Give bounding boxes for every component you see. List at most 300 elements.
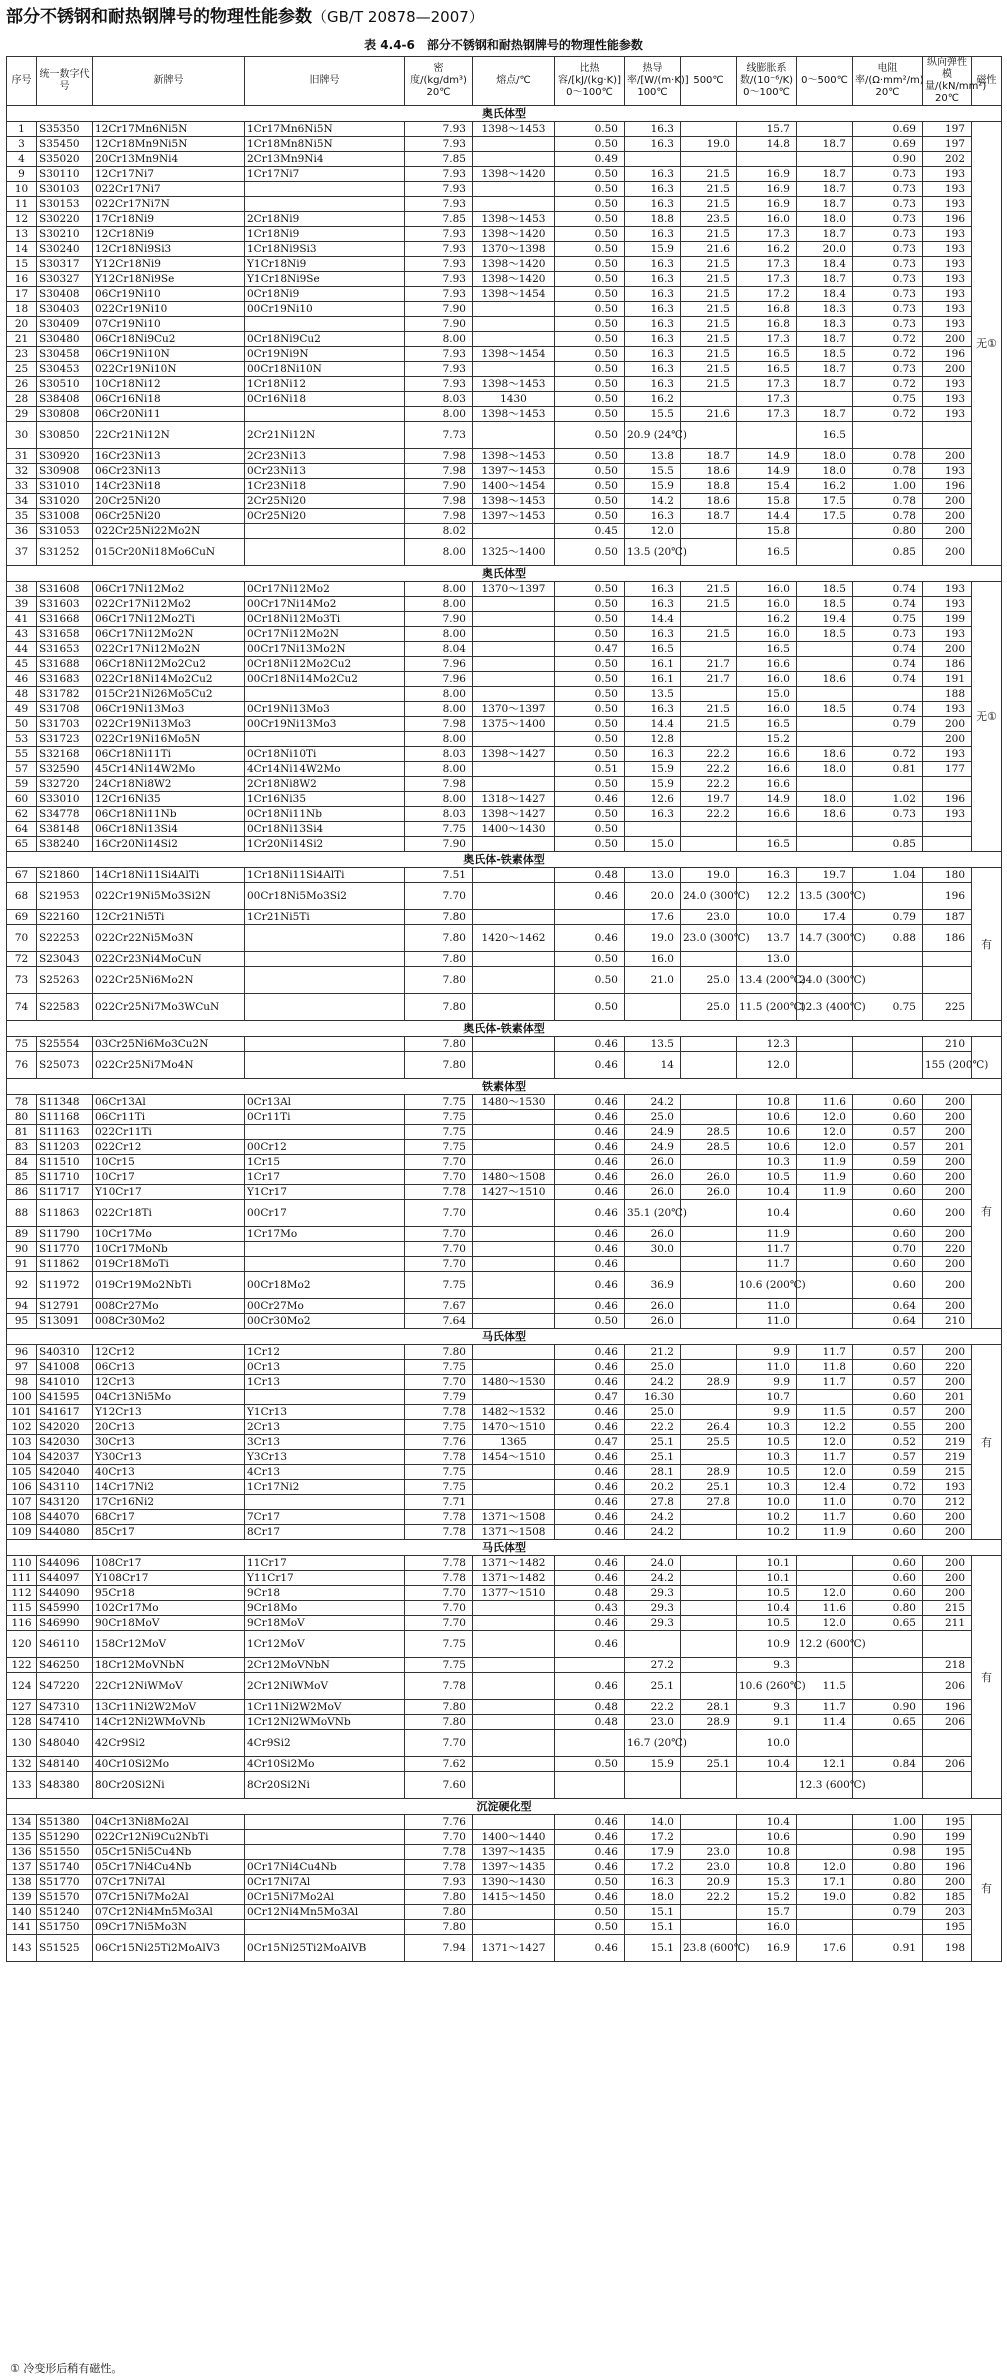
table-cell: S30908 [37,464,93,479]
table-cell [473,1757,555,1772]
table-cell: Y1Cr18Ni9Se [245,272,405,287]
table-cell: 18.6 [681,494,737,509]
table-cell: 1427～1510 [473,1185,555,1200]
table-cell: 28.1 [625,1465,681,1480]
table-cell [681,1658,737,1673]
table-cell: 16.3 [625,182,681,197]
table-cell: 0.85 [853,539,923,566]
table-cell: 1Cr17Ni2 [245,1480,405,1495]
table-cell: 0.72 [853,377,923,392]
table-cell: 200 [923,1375,972,1390]
table-cell: 7.93 [405,122,473,137]
table-cell: 0.73 [853,287,923,302]
table-cell: 10.3 [737,1420,797,1435]
table-cell: 0.50 [555,687,625,702]
table-cell: 7.75 [405,1125,473,1140]
table-cell: 28.1 [681,1700,737,1715]
table-cell: 022Cr19Ni10N [93,362,245,377]
table-cell: 00Cr30Mo2 [245,1314,405,1329]
table-cell: 90 [7,1242,37,1257]
table-cell: 7.80 [405,1700,473,1715]
table-cell: 00Cr17Ni14Mo2 [245,597,405,612]
table-row [7,1845,1002,1860]
table-cell: 7.93 [405,362,473,377]
table-cell: 12.0 [797,1125,853,1140]
table-cell [473,642,555,657]
table-cell [245,407,405,422]
table-row [7,347,1002,362]
table-cell [245,182,405,197]
table-cell: 24.9 [625,1140,681,1155]
table-cell: 022Cr25Ni7Mo3WCuN [93,994,245,1021]
table-cell: 27.8 [681,1495,737,1510]
table-cell: 8.00 [405,792,473,807]
table-cell: 06Cr19Ni13Mo3 [93,702,245,717]
table-cell: 16.1 [625,657,681,672]
table-cell: 16.6 [737,777,797,792]
table-cell: 75 [7,1037,37,1052]
table-cell: 21.5 [681,167,737,182]
table-cell: 20Cr13 [93,1420,245,1435]
table-cell [797,1052,853,1079]
table-cell [923,1631,972,1658]
table-cell: 06Cr23Ni13 [93,464,245,479]
table-row [7,479,1002,494]
table-cell: 16.6 [737,657,797,672]
table-cell: 7.70 [405,1227,473,1242]
column-header: 旧牌号 [245,57,405,106]
table-cell: 200 [923,1200,972,1227]
table-cell: 193 [923,747,972,762]
table-cell: 1370～1397 [473,582,555,597]
table-cell [853,1920,923,1935]
table-cell: S11510 [37,1155,93,1170]
table-cell: S44097 [37,1571,93,1586]
table-cell: 22.2 [681,747,737,762]
table-cell: 0.46 [555,1860,625,1875]
magnetism-cell: 有 [972,1815,1002,1962]
table-cell: 26.0 [625,1299,681,1314]
table-cell: 8.03 [405,807,473,822]
table-cell [245,1495,405,1510]
table-cell: 7.78 [405,1450,473,1465]
table-cell: 1415～1450 [473,1890,555,1905]
table-cell: S51570 [37,1890,93,1905]
table-cell: 17 [7,287,37,302]
page-title-text: 部分不锈钢和耐热钢牌号的物理性能参数 [6,7,312,27]
table-row [7,1815,1002,1830]
table-row [7,1360,1002,1375]
table-cell [797,952,853,967]
table-cell: 15.2 [737,1890,797,1905]
table-cell: 18.6 [797,747,853,762]
table-cell: 1398～1454 [473,287,555,302]
table-cell: 23.5 [681,212,737,227]
table-cell: 43 [7,627,37,642]
table-cell: S35020 [37,152,93,167]
table-cell: 1Cr21Ni5Ti [245,910,405,925]
table-cell: 1397～1435 [473,1845,555,1860]
table-cell: 22.2 [625,1700,681,1715]
table-cell: 41 [7,612,37,627]
table-cell: 0.80 [853,1875,923,1890]
table-cell: 0.46 [555,1495,625,1510]
table-cell: 24.2 [625,1571,681,1586]
table-cell: 10Cr15 [93,1155,245,1170]
table-cell: S44080 [37,1525,93,1540]
table-cell [473,1227,555,1242]
table-cell: 1430 [473,392,555,407]
table-cell [853,687,923,702]
table-cell: 16.3 [625,137,681,152]
table-cell: 7.78 [405,1405,473,1420]
table-cell: 16.3 [625,597,681,612]
table-cell [625,1257,681,1272]
table-cell: 008Cr30Mo2 [93,1314,245,1329]
table-cell: 18.7 [797,137,853,152]
table-cell: 1Cr13 [245,1375,405,1390]
table-cell [797,777,853,792]
table-row [7,1757,1002,1772]
table-cell: 0.60 [853,1525,923,1540]
table-cell: S42040 [37,1465,93,1480]
table-row [7,122,1002,137]
table-cell: 12.2 [737,883,797,910]
table-header [7,57,1002,106]
table-cell: 8Cr20Si2Ni [245,1772,405,1799]
table-cell: 06Cr13 [93,1360,245,1375]
table-row [7,1586,1002,1601]
table-cell: 14Cr23Ni18 [93,479,245,494]
table-cell: 008Cr27Mo [93,1299,245,1314]
table-cell: S43110 [37,1480,93,1495]
table-cell: 40Cr10Si2Mo [93,1757,245,1772]
table-cell [473,910,555,925]
table-cell: 18.6 [797,672,853,687]
table-cell: 9.9 [737,1345,797,1360]
table-row [7,822,1002,837]
column-header: 500℃ [681,57,737,106]
magnetism-cell [972,1037,1002,1079]
table-cell: 206 [923,1757,972,1772]
table-cell: 12 [7,212,37,227]
table-cell: 1.02 [853,792,923,807]
table-cell: 36.9 [625,1272,681,1299]
table-cell: 1Cr11Ni2W2MoV [245,1700,405,1715]
table-cell: 17.6 [797,1935,853,1962]
table-cell: 19.0 [681,137,737,152]
table-cell: S35350 [37,122,93,137]
table-cell: 11.5 [797,1673,853,1700]
table-cell: 2Cr23Ni13 [245,449,405,464]
table-cell: 11.7 [797,1700,853,1715]
table-cell: 12.0 [737,1052,797,1079]
table-cell: 0.74 [853,702,923,717]
table-cell: 0.50 [555,332,625,347]
table-cell: 0.82 [853,1890,923,1905]
table-cell: 10.6 [737,1830,797,1845]
table-cell: 0.73 [853,807,923,822]
table-cell [681,1571,737,1586]
table-cell: 11.6 [797,1095,853,1110]
table-cell: 0.50 [555,362,625,377]
table-cell: 12.3 [737,1037,797,1052]
table-cell: 0.69 [853,122,923,137]
table-row [7,1510,1002,1525]
table-cell [681,1556,737,1571]
table-cell: 0.47 [555,1435,625,1450]
table-cell: 4Cr14Ni14W2Mo [245,762,405,777]
table-cell: S11972 [37,1272,93,1299]
table-cell: 7.80 [405,910,473,925]
table-cell: 29.3 [625,1616,681,1631]
table-cell [473,1730,555,1757]
table-cell: 193 [923,227,972,242]
table-cell: 15.5 [625,464,681,479]
table-cell: 7.75 [405,822,473,837]
table-cell: 0.50 [555,807,625,822]
table-cell: 25.0 [681,967,737,994]
table-row [7,1525,1002,1540]
table-cell: 60 [7,792,37,807]
table-cell: S42030 [37,1435,93,1450]
table-cell: 0.50 [555,392,625,407]
section-title: 马氏体型 [7,1540,1002,1556]
table-cell: 25.0 [625,1405,681,1420]
table-cell [681,1510,737,1525]
table-cell: 0.72 [853,407,923,422]
table-cell: 0.50 [555,1314,625,1329]
table-cell: 022Cr25Ni6Mo2N [93,967,245,994]
table-row [7,1257,1002,1272]
table-cell: 30.0 [625,1242,681,1257]
table-cell: 7.51 [405,868,473,883]
table-cell: 201 [923,1140,972,1155]
table-cell: S21953 [37,883,93,910]
table-cell: 31 [7,449,37,464]
table-cell: 26.0 [625,1155,681,1170]
table-cell: 16.3 [625,377,681,392]
table-cell [473,1052,555,1079]
table-cell: 2Cr18Ni8W2 [245,777,405,792]
table-cell: 06Cr17Ni12Mo2 [93,582,245,597]
table-cell: 200 [923,1405,972,1420]
table-cell [473,687,555,702]
table-cell: 0.60 [853,1227,923,1242]
table-cell [737,422,797,449]
table-cell: 12.0 [797,1110,853,1125]
table-cell: S31603 [37,597,93,612]
table-cell: 8.00 [405,627,473,642]
table-cell: S30453 [37,362,93,377]
table-cell: 96 [7,1345,37,1360]
table-cell: 180 [923,868,972,883]
table-cell: 17.6 [625,910,681,925]
table-cell: 143 [7,1935,37,1962]
column-header: 熔点/℃ [473,57,555,106]
table-cell [681,539,737,566]
table-row [7,1227,1002,1242]
table-cell: 13.5 [625,1037,681,1052]
table-cell [797,1920,853,1935]
table-row [7,1405,1002,1420]
table-row [7,1125,1002,1140]
table-cell [681,1095,737,1110]
table-row [7,1772,1002,1799]
section-row [7,1799,1002,1815]
table-cell: 19.0 [797,1890,853,1905]
table-cell: 27.8 [625,1495,681,1510]
table-cell: 0Cr16Ni18 [245,392,405,407]
table-cell: S31653 [37,642,93,657]
table-cell: S31703 [37,717,93,732]
table-cell: 0.46 [555,1272,625,1299]
table-cell: 16.2 [737,242,797,257]
table-cell: 0Cr18Ni11Nb [245,807,405,822]
table-cell: 12.0 [797,1616,853,1631]
table-cell: 0.98 [853,1845,923,1860]
table-cell: S41008 [37,1360,93,1375]
table-cell [681,1345,737,1360]
table-cell: 0.50 [555,1757,625,1772]
table-cell [681,1830,737,1845]
table-cell: 1398～1453 [473,377,555,392]
table-cell: 15.9 [625,762,681,777]
table-row [7,1052,1002,1079]
table-cell: 0.46 [555,1405,625,1420]
table-cell: 7.70 [405,883,473,910]
table-cell: 30Cr13 [93,1435,245,1450]
table-cell [473,332,555,347]
table-cell: 88 [7,1200,37,1227]
table-cell: 16.3 [625,227,681,242]
table-cell: 0.85 [853,837,923,852]
table-cell: 38 [7,582,37,597]
table-cell: 0Cr12Ni4Mn5Mo3Al [245,1905,405,1920]
table-cell: 33 [7,479,37,494]
table-cell: 14.7 (300℃) [797,925,853,952]
table-cell: 0.50 [555,837,625,852]
table-row [7,377,1002,392]
table-cell: 0.43 [555,1601,625,1616]
table-cell: 210 [923,1037,972,1052]
table-cell: 8.03 [405,392,473,407]
table-cell: 0.60 [853,1360,923,1375]
table-cell: 14 [625,1052,681,1079]
table-cell: 8.00 [405,762,473,777]
table-cell: 0.60 [853,1170,923,1185]
table-cell: S41617 [37,1405,93,1420]
table-body [7,106,1002,1962]
table-cell [245,524,405,539]
table-cell: 193 [923,167,972,182]
table-cell: 18.7 [797,377,853,392]
table-cell: 14Cr12Ni2WMoVNb [93,1715,245,1730]
table-cell: 0.48 [555,1715,625,1730]
table-cell: 35 [7,509,37,524]
table-cell: 1398～1420 [473,272,555,287]
table-row [7,1571,1002,1586]
table-cell: 200 [923,1525,972,1540]
table-row [7,1345,1002,1360]
table-cell: 10Cr17MoNb [93,1242,245,1257]
table-cell: 1Cr17Mn6Ni5N [245,122,405,137]
table-cell: 220 [923,1242,972,1257]
table-cell: S31010 [37,479,93,494]
table-cell: 0Cr25Ni20 [245,509,405,524]
table-cell: S34778 [37,807,93,822]
table-cell: 138 [7,1875,37,1890]
table-cell: 17.3 [737,257,797,272]
table-cell: 20.9 (24℃) [625,422,681,449]
table-cell: 00Cr27Mo [245,1299,405,1314]
table-cell: 8.04 [405,642,473,657]
table-cell [625,152,681,167]
table-cell: 19.0 [625,925,681,952]
table-cell: S47410 [37,1715,93,1730]
table-row [7,152,1002,167]
table-cell: Y1Cr18Ni9 [245,257,405,272]
table-cell: 127 [7,1700,37,1715]
table-cell: 18.7 [797,407,853,422]
table-cell [473,1920,555,1935]
table-row [7,1860,1002,1875]
table-cell [681,952,737,967]
table-cell: 1365 [473,1435,555,1450]
table-cell: 2Cr12MoVNbN [245,1658,405,1673]
table-cell: 7.93 [405,1875,473,1890]
table-cell: 0.60 [853,1272,923,1299]
section-title: 奥氏体型 [7,566,1002,582]
table-row [7,1272,1002,1299]
table-cell: 23.0 (300℃) [681,925,737,952]
table-cell: 022Cr19Ni13Mo3 [93,717,245,732]
table-row [7,539,1002,566]
table-cell: 7.93 [405,347,473,362]
table-cell: S48380 [37,1772,93,1799]
table-cell: S30408 [37,287,93,302]
table-cell: S31782 [37,687,93,702]
table-cell: 7.90 [405,837,473,852]
table-cell [681,1155,737,1170]
table-cell [473,1140,555,1155]
table-cell: 26.0 [625,1185,681,1200]
table-cell [555,1730,625,1757]
table-cell: 64 [7,822,37,837]
table-cell: 15.8 [737,524,797,539]
table-cell: 0.50 [555,597,625,612]
table-cell [473,422,555,449]
table-cell: 15.9 [625,479,681,494]
table-cell [923,777,972,792]
table-cell: 21.5 [681,257,737,272]
table-cell: 20.2 [625,1480,681,1495]
table-cell: 00Cr19Ni10 [245,302,405,317]
table-cell: 177 [923,762,972,777]
table-cell: 7.80 [405,967,473,994]
table-cell: 0.50 [555,732,625,747]
table-cell: 74 [7,994,37,1021]
table-cell [245,1242,405,1257]
table-cell: Y3Cr13 [245,1450,405,1465]
table-cell: 1398～1454 [473,347,555,362]
column-header: 新牌号 [93,57,245,106]
table-cell: 16.3 [625,747,681,762]
table-cell: 21.7 [681,657,737,672]
table-cell [473,612,555,627]
table-cell: S30240 [37,242,93,257]
table-cell [473,1257,555,1272]
